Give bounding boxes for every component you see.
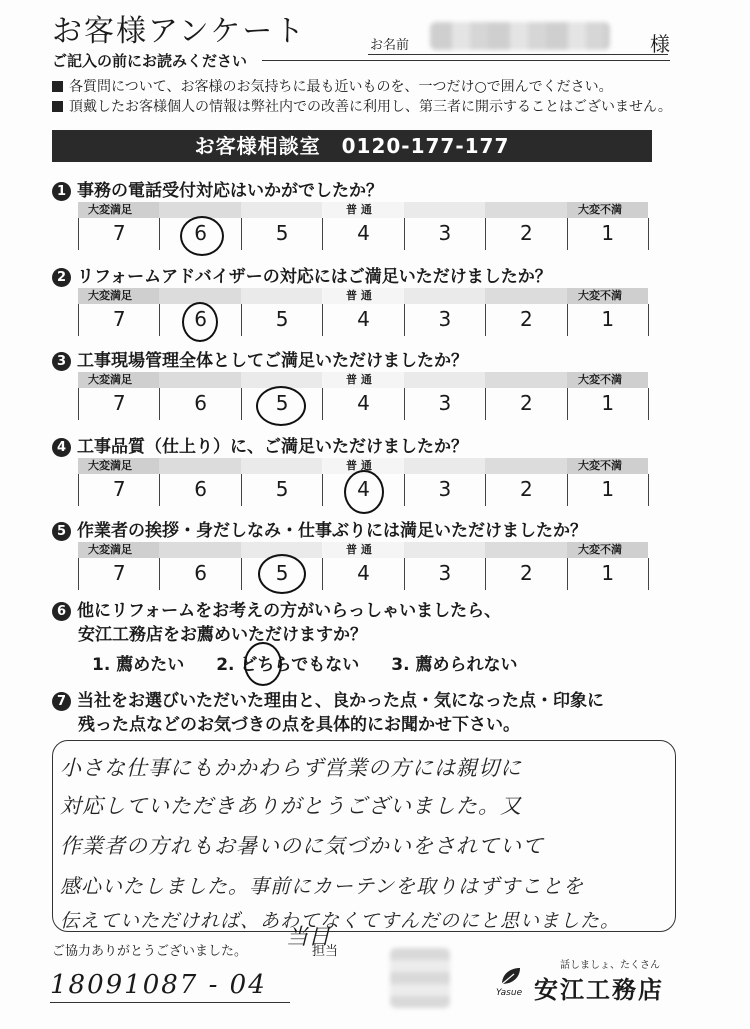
staff-stamp-redacted (390, 948, 450, 1008)
name-redacted (430, 22, 610, 50)
rating-option[interactable]: 6 (160, 388, 241, 420)
question-number: 5 (52, 522, 71, 541)
consult-phone-bar: お客様相談室 0120-177-177 (52, 130, 652, 162)
name-label: お名前 (370, 38, 410, 53)
rating-option[interactable]: 5 (242, 218, 323, 250)
rating-option[interactable]: 1 (568, 474, 649, 506)
rating-scale-1 (78, 202, 648, 252)
rating-option[interactable]: 2 (486, 388, 567, 420)
selection-circle-mark (344, 470, 384, 514)
question-number: 3 (52, 352, 71, 371)
rating-option[interactable]: 1 (568, 388, 649, 420)
question-6: 6 他にリフォームをお考えの方がいらっしゃいましたら、 (52, 596, 501, 621)
question-6-line2: 安江工務店をお薦めいただけますか？ (78, 625, 367, 645)
question-7-line2: 残った点などのお気づきの点を具体的にお聞かせ下さい。 (78, 715, 520, 735)
rating-option[interactable]: 5 (242, 304, 323, 336)
rating-option[interactable]: 3 (405, 474, 486, 506)
rating-option[interactable]: 1 (568, 218, 649, 250)
scale-label-left: 大変満足 (88, 203, 132, 216)
question-1: 1 事務の電話受付対応はいかがでしたか？ (52, 176, 383, 201)
rating-option[interactable]: 5 (242, 388, 323, 420)
question-7: 7 当社をお選びいただいた理由と、良かった点・気になった点・印象に (52, 686, 604, 711)
rating-option[interactable]: 3 (405, 218, 486, 250)
rating-option[interactable]: 6 (160, 218, 241, 250)
selection-circle-mark (256, 386, 306, 426)
rating-option[interactable]: 5 (242, 558, 323, 590)
rating-option[interactable]: 6 (160, 474, 241, 506)
logo-text: Yasue (496, 988, 523, 998)
rating-option[interactable]: 3 (405, 388, 486, 420)
rating-option[interactable]: 7 (79, 304, 160, 336)
handwritten-day-note: 当日 (286, 925, 331, 950)
option-3[interactable]: 3. 薦められない (391, 655, 518, 675)
selection-circle-mark (244, 642, 282, 686)
rating-option[interactable]: 2 (486, 304, 567, 336)
selection-circle-mark (182, 302, 218, 342)
question-number: 1 (52, 182, 71, 201)
comment-line: 小さな仕事にもかかわらず営業の方には親切に (60, 756, 522, 780)
notice-item: 頂戴したお客様個人の情報は弊社内での改善に利用し、第三者に開示することはございません。 (52, 96, 672, 116)
rating-option[interactable]: 4 (323, 304, 404, 336)
square-bullet-icon (52, 101, 63, 112)
question-number: 4 (52, 438, 71, 457)
selection-circle-mark (180, 216, 224, 256)
scale-label-right: 大変不満 (578, 203, 622, 216)
question-5: 5 作業者の挨拶・身だしなみ・仕事ぶりには満足いただけましたか？ (52, 516, 587, 541)
comment-line: 感心いたしました。事前にカーテンを取りはずすことを (60, 874, 584, 898)
rating-option[interactable]: 1 (568, 558, 649, 590)
scale-label-mid: 普 通 (346, 203, 372, 216)
brand-name: 安江工務店 (534, 976, 664, 1004)
option-2[interactable]: 2. どちらでもない (216, 655, 360, 675)
comment-line: 作業者の方れもお暑いのに気づかいをされていて (60, 834, 544, 858)
notice-item: 各質問について、お客様のお気持ちに最も近いものを、一つだけ○で囲んでください。 (52, 76, 613, 96)
rating-option[interactable]: 2 (486, 474, 567, 506)
rating-option[interactable]: 6 (160, 558, 241, 590)
rating-option[interactable]: 2 (486, 558, 567, 590)
leaf-logo-icon (498, 966, 524, 988)
name-field-line (368, 54, 668, 55)
rating-option[interactable]: 2 (486, 218, 567, 250)
rating-option[interactable]: 7 (79, 218, 160, 250)
rating-option[interactable]: 4 (323, 474, 404, 506)
recommend-options (92, 650, 549, 675)
thanks-text: ご協力ありがとうございました。 (52, 944, 248, 959)
rating-scale-2: 大変満足 普 通 大変不満 7 6 5 4 3 2 1 (78, 288, 648, 338)
question-number: 7 (52, 692, 71, 711)
notice-divider (262, 60, 670, 61)
selection-circle-mark (258, 554, 306, 594)
name-suffix: 様 (650, 32, 670, 56)
question-number: 2 (52, 268, 71, 287)
option-1[interactable]: 1. 薦めたい (92, 655, 185, 675)
rating-scale-5: 大変満足 普 通 大変不満 7 6 5 4 3 2 1 (78, 542, 648, 592)
rating-option[interactable]: 7 (79, 388, 160, 420)
square-bullet-icon (52, 81, 63, 92)
question-3: 3 工事現場管理全体としてご満足いただけましたか？ (52, 346, 468, 371)
rating-option[interactable]: 7 (79, 474, 160, 506)
rating-option[interactable]: 7 (79, 558, 160, 590)
page-title: お客様アンケート (52, 14, 307, 49)
rating-option[interactable]: 3 (405, 558, 486, 590)
comment-line: 対応していただきありがとうございました。又 (60, 794, 522, 818)
question-number: 6 (52, 602, 71, 621)
staff-label: 担当 (312, 944, 339, 959)
comment-line: 伝えていただければ、あわてなくてすんだのにと思いました。 (60, 910, 621, 932)
rating-option[interactable]: 4 (323, 388, 404, 420)
rating-option[interactable]: 4 (323, 558, 404, 590)
rating-option[interactable]: 3 (405, 304, 486, 336)
serial-underline (50, 1002, 290, 1003)
rating-option[interactable]: 1 (568, 304, 649, 336)
serial-number: 18091087 - 04 (50, 970, 267, 1000)
rating-option[interactable]: 6 (160, 304, 241, 336)
rating-option[interactable]: 5 (242, 474, 323, 506)
brand-tagline: 話しましょ、たくさん (560, 960, 660, 971)
rating-scale-3: 大変満足 普 通 大変不満 7 6 5 4 3 2 1 (78, 372, 648, 422)
question-2: 2 リフォームアドバイザーの対応にはご満足いただけましたか？ (52, 262, 552, 287)
rating-option[interactable]: 4 (323, 218, 404, 250)
notice-heading: ご記入の前にお読みください (52, 52, 248, 70)
rating-scale-4: 大変満足 普 通 大変不満 7 6 5 4 3 2 1 (78, 458, 648, 508)
question-4: 4 工事品質（仕上り）に、ご満足いただけましたか？ (52, 432, 468, 457)
